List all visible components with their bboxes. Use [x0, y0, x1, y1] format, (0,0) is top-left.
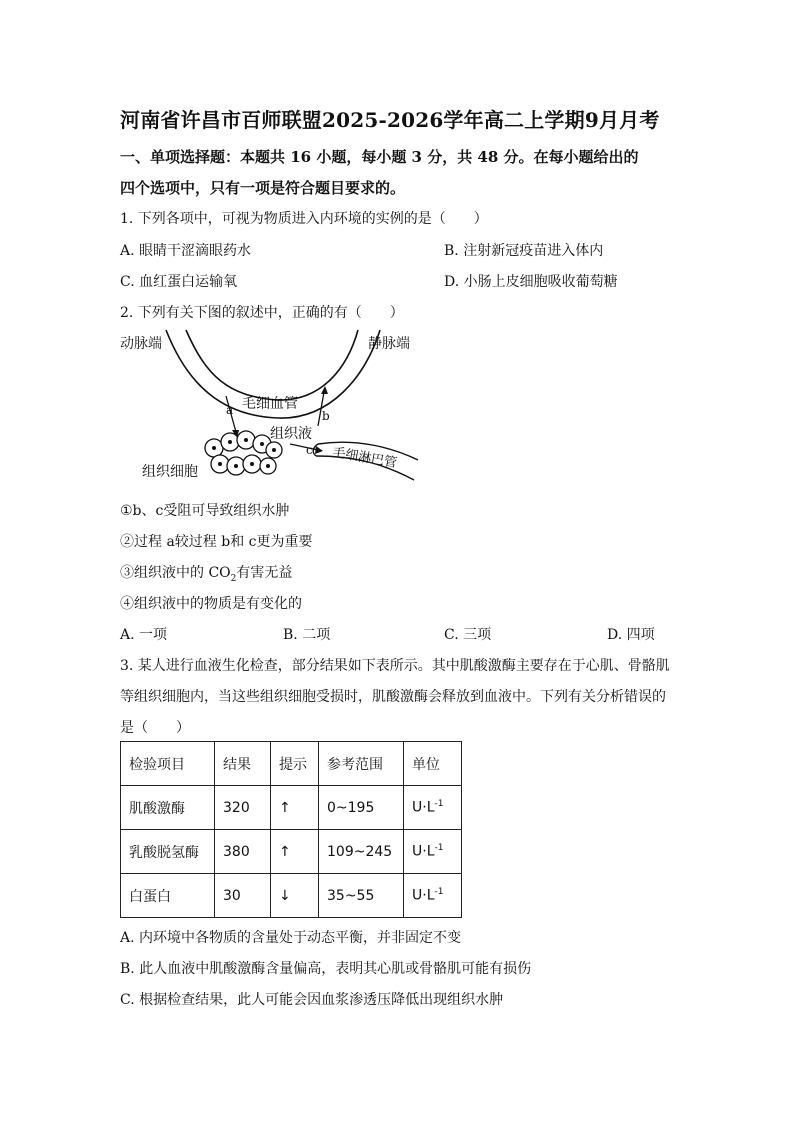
- label-tissue-fluid: 组织液: [270, 426, 312, 442]
- table-header: 提示: [271, 742, 319, 786]
- q2-stem: 2. 下列有关下图的叙述中，正确的有（ ）: [120, 305, 404, 321]
- lab-results-table: [120, 741, 462, 918]
- q2-statement-4: ④组织液中的物质是有变化的: [120, 596, 302, 612]
- page-title: 河南省许昌市百师联盟2025-2026学年高二上学期9月月考: [120, 108, 660, 132]
- q2-statement-3: ③组织液中的 $CO_2$有害无益: [120, 565, 293, 584]
- q1-option-c[interactable]: C. 血红蛋白运输氧: [120, 274, 238, 290]
- label-capillary: 毛细血管: [242, 396, 298, 412]
- q2-statement-2: ②过程 a较过程 b和 c更为重要: [120, 534, 313, 550]
- q1-option-b[interactable]: B. 注射新冠疫苗进入体内: [444, 243, 604, 259]
- table-cell-hint: ↓: [271, 874, 319, 918]
- table-row: [121, 830, 462, 874]
- table-cell-unit: $U\cdot L^{-1}$: [404, 786, 462, 830]
- table-cell-range: 35~55: [319, 874, 404, 918]
- table-cell-item: 白蛋白: [121, 874, 215, 918]
- q2-statement-1: ①b、c受阻可导致组织水肿: [120, 503, 290, 519]
- table-cell-item: 乳酸脱氢酶: [121, 830, 215, 874]
- label-artery: 动脉端: [120, 336, 162, 352]
- table-cell-item: 肌酸激酶: [121, 786, 215, 830]
- table-row: [121, 786, 462, 830]
- table-header: 参考范围: [319, 742, 404, 786]
- section-heading-line1: 一、单项选择题：本题共 16 小题，每小题 3 分，共 48 分。在每小题给出的: [120, 148, 639, 166]
- table-header: 单位: [404, 742, 462, 786]
- table-cell-range: 0~195: [319, 786, 404, 830]
- q3-option-a[interactable]: A. 内环境中各物质的含量处于动态平衡，并非固定不变: [120, 930, 462, 946]
- capillary-diagram: [118, 326, 428, 486]
- table-cell-hint: ↑: [271, 830, 319, 874]
- table-header: 检验项目: [121, 742, 215, 786]
- q1-option-d[interactable]: D. 小肠上皮细胞吸收葡萄糖: [444, 274, 618, 290]
- section-heading-line2: 四个选项中，只有一项是符合题目要求的。: [120, 179, 406, 197]
- label-vein: 静脉端: [368, 336, 410, 352]
- q3-stem-line2: 等组织细胞内，当这些组织细胞受损时，肌酸激酶会释放到血液中。下列有关分析错误的: [120, 689, 666, 705]
- q1-stem: 1. 下列各项中，可视为物质进入内环境的实例的是（ ）: [120, 211, 488, 227]
- label-c: c: [306, 443, 313, 457]
- table-header: 结果: [215, 742, 271, 786]
- table-cell-hint: ↑: [271, 786, 319, 830]
- label-a: a: [226, 403, 234, 417]
- arrow-c-head: [315, 446, 323, 454]
- table-cell-result: 320: [215, 786, 271, 830]
- table-cell-result: 30: [215, 874, 271, 918]
- table-cell-unit: $U\cdot L^{-1}$: [404, 874, 462, 918]
- q3-option-c[interactable]: C. 根据检查结果，此人可能会因血浆渗透压降低出现组织水肿: [120, 992, 504, 1008]
- q3-stem-line1: 3. 某人进行血液生化检查，部分结果如下表所示。其中肌酸激酶主要存在于心肌、骨骼肌: [120, 658, 670, 674]
- arrow-c: [290, 444, 318, 450]
- capillary-inner-wall: [186, 330, 358, 400]
- label-lymph-capillary: 毛细淋巴管: [331, 445, 398, 472]
- table-cell-unit: $U\cdot L^{-1}$: [404, 830, 462, 874]
- label-b: b: [322, 409, 330, 423]
- table-cell-range: 109~245: [319, 830, 404, 874]
- q3-option-b[interactable]: B. 此人血液中肌酸激酶含量偏高，表明其心肌或骨骼肌可能有损伤: [120, 961, 532, 977]
- table-header-row: [121, 742, 462, 786]
- table-row: [121, 874, 462, 918]
- q2-option-b[interactable]: B. 二项: [283, 627, 331, 643]
- label-tissue-cells: 组织细胞: [142, 464, 198, 480]
- q2-option-d[interactable]: D. 四项: [607, 627, 655, 643]
- table-cell-result: 380: [215, 830, 271, 874]
- q2-option-c[interactable]: C. 三项: [444, 627, 492, 643]
- q2-option-a[interactable]: A. 一项: [120, 627, 168, 643]
- q3-stem-line3: 是（ ）: [120, 720, 190, 736]
- q1-option-a[interactable]: A. 眼睛干涩滴眼药水: [120, 243, 252, 259]
